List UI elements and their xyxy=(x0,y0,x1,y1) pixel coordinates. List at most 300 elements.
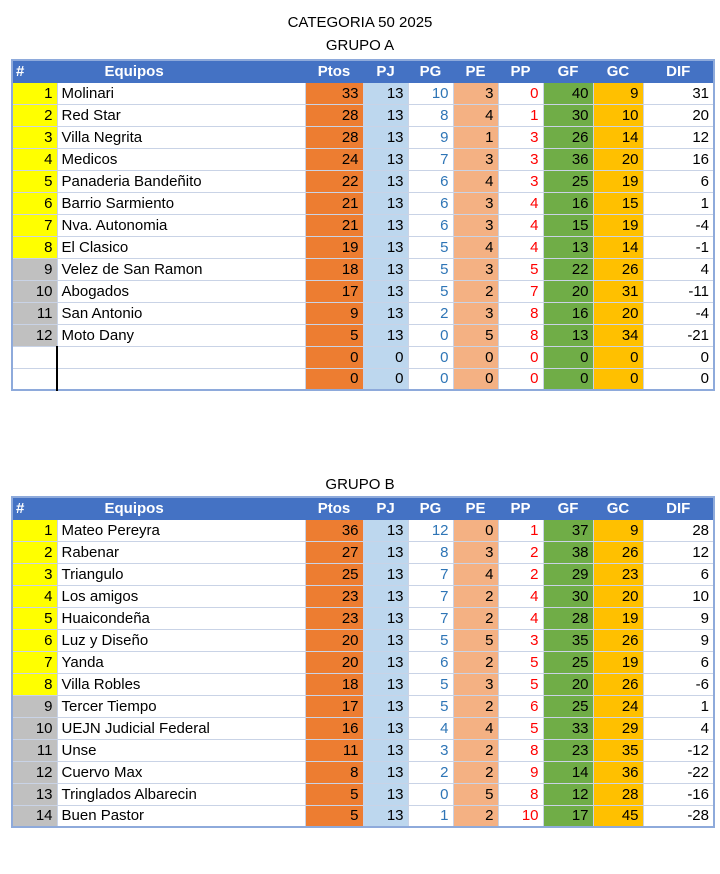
table-row xyxy=(12,761,714,783)
won-cell: 5 xyxy=(408,673,453,695)
position-cell: 14 xyxy=(12,805,57,827)
played-cell: 13 xyxy=(363,541,408,563)
goals-against-cell: 19 xyxy=(593,170,643,192)
goals-for-cell: 33 xyxy=(543,717,593,739)
goals-for-cell: 20 xyxy=(543,280,593,302)
goals-for-cell: 16 xyxy=(543,192,593,214)
points-cell: 19 xyxy=(305,236,363,258)
points-cell: 11 xyxy=(305,739,363,761)
goal-difference-cell: -12 xyxy=(643,739,714,761)
played-cell: 13 xyxy=(363,651,408,673)
position-cell: 4 xyxy=(12,585,57,607)
points-cell: 17 xyxy=(305,280,363,302)
position-cell: 1 xyxy=(12,82,57,104)
table-row xyxy=(12,739,714,761)
goals-for-cell: 15 xyxy=(543,214,593,236)
goals-against-cell: 28 xyxy=(593,783,643,805)
goal-difference-cell: 16 xyxy=(643,148,714,170)
table-row xyxy=(12,368,714,390)
team-name-cell: Mateo Pereyra xyxy=(57,519,305,541)
lost-cell: 4 xyxy=(498,214,543,236)
lost-cell: 1 xyxy=(498,104,543,126)
group-b-standings-table xyxy=(11,496,715,828)
goals-for-cell: 13 xyxy=(543,324,593,346)
team-name-cell: Red Star xyxy=(57,104,305,126)
team-name-cell: Abogados xyxy=(57,280,305,302)
table-row xyxy=(12,805,714,827)
goals-for-cell: 25 xyxy=(543,651,593,673)
group-a-standings-table xyxy=(11,59,715,391)
points-cell: 20 xyxy=(305,629,363,651)
goals-for-cell: 25 xyxy=(543,170,593,192)
played-cell: 0 xyxy=(363,368,408,390)
played-cell: 13 xyxy=(363,214,408,236)
header-ptos: Ptos xyxy=(305,60,363,82)
drawn-cell: 0 xyxy=(453,346,498,368)
position-cell: 7 xyxy=(12,651,57,673)
goals-for-cell: 14 xyxy=(543,761,593,783)
won-cell: 10 xyxy=(408,82,453,104)
played-cell: 0 xyxy=(363,346,408,368)
played-cell: 13 xyxy=(363,563,408,585)
position-cell: 3 xyxy=(12,563,57,585)
played-cell: 13 xyxy=(363,258,408,280)
goal-difference-cell: 6 xyxy=(643,651,714,673)
lost-cell: 5 xyxy=(498,651,543,673)
played-cell: 13 xyxy=(363,302,408,324)
drawn-cell: 5 xyxy=(453,324,498,346)
won-cell: 5 xyxy=(408,629,453,651)
header-equipos: Equipos xyxy=(57,497,305,519)
played-cell: 13 xyxy=(363,585,408,607)
table-row xyxy=(12,673,714,695)
points-cell: 5 xyxy=(305,324,363,346)
lost-cell: 6 xyxy=(498,695,543,717)
position-cell: 12 xyxy=(12,324,57,346)
goals-for-cell: 16 xyxy=(543,302,593,324)
drawn-cell: 2 xyxy=(453,805,498,827)
goals-for-cell: 23 xyxy=(543,739,593,761)
goals-against-cell: 35 xyxy=(593,739,643,761)
table-row xyxy=(12,302,714,324)
team-name-cell: Huaicondeña xyxy=(57,607,305,629)
played-cell: 13 xyxy=(363,126,408,148)
position-cell: 13 xyxy=(12,783,57,805)
played-cell: 13 xyxy=(363,717,408,739)
goals-against-cell: 0 xyxy=(593,368,643,390)
position-cell: 10 xyxy=(12,717,57,739)
group-a-title: GRUPO A xyxy=(325,37,395,54)
points-cell: 16 xyxy=(305,717,363,739)
table-row xyxy=(12,148,714,170)
team-name-cell: Luz y Diseño xyxy=(57,629,305,651)
lost-cell: 8 xyxy=(498,302,543,324)
goals-against-cell: 26 xyxy=(593,673,643,695)
goals-against-cell: 26 xyxy=(593,258,643,280)
position-cell: 2 xyxy=(12,541,57,563)
points-cell: 5 xyxy=(305,805,363,827)
position-cell: 3 xyxy=(12,126,57,148)
goal-difference-cell: 9 xyxy=(643,607,714,629)
team-name-cell: Velez de San Ramon xyxy=(57,258,305,280)
goals-against-cell: 20 xyxy=(593,302,643,324)
table-row xyxy=(12,214,714,236)
goals-against-cell: 9 xyxy=(593,82,643,104)
position-cell: 11 xyxy=(12,739,57,761)
played-cell: 13 xyxy=(363,805,408,827)
position-cell: 5 xyxy=(12,170,57,192)
goal-difference-cell: 10 xyxy=(643,585,714,607)
header-gf: GF xyxy=(543,60,593,82)
points-cell: 9 xyxy=(305,302,363,324)
played-cell: 13 xyxy=(363,192,408,214)
lost-cell: 0 xyxy=(498,82,543,104)
lost-cell: 7 xyxy=(498,280,543,302)
goal-difference-cell: -4 xyxy=(643,214,714,236)
drawn-cell: 3 xyxy=(453,192,498,214)
points-cell: 23 xyxy=(305,585,363,607)
played-cell: 13 xyxy=(363,739,408,761)
goals-for-cell: 30 xyxy=(543,585,593,607)
position-cell: 6 xyxy=(12,629,57,651)
played-cell: 13 xyxy=(363,607,408,629)
group-b-header-row xyxy=(12,497,714,519)
table-row xyxy=(12,695,714,717)
team-name-cell: El Clasico xyxy=(57,236,305,258)
won-cell: 7 xyxy=(408,563,453,585)
played-cell: 13 xyxy=(363,761,408,783)
goals-for-cell: 29 xyxy=(543,563,593,585)
lost-cell: 8 xyxy=(498,739,543,761)
drawn-cell: 3 xyxy=(453,214,498,236)
goal-difference-cell: 4 xyxy=(643,717,714,739)
points-cell: 0 xyxy=(305,346,363,368)
lost-cell: 8 xyxy=(498,783,543,805)
goals-for-cell: 37 xyxy=(543,519,593,541)
won-cell: 0 xyxy=(408,783,453,805)
team-name-cell: Moto Dany xyxy=(57,324,305,346)
lost-cell: 5 xyxy=(498,673,543,695)
position-cell: 2 xyxy=(12,104,57,126)
position-cell: 8 xyxy=(12,673,57,695)
drawn-cell: 4 xyxy=(453,170,498,192)
won-cell: 6 xyxy=(408,170,453,192)
drawn-cell: 4 xyxy=(453,717,498,739)
points-cell: 27 xyxy=(305,541,363,563)
goal-difference-cell: 0 xyxy=(643,368,714,390)
drawn-cell: 2 xyxy=(453,585,498,607)
played-cell: 13 xyxy=(363,695,408,717)
goals-for-cell: 13 xyxy=(543,236,593,258)
drawn-cell: 2 xyxy=(453,761,498,783)
header-gf: GF xyxy=(543,497,593,519)
drawn-cell: 0 xyxy=(453,368,498,390)
lost-cell: 3 xyxy=(498,126,543,148)
position-cell: 9 xyxy=(12,258,57,280)
points-cell: 36 xyxy=(305,519,363,541)
position-cell: 11 xyxy=(12,302,57,324)
won-cell: 9 xyxy=(408,126,453,148)
goals-against-cell: 14 xyxy=(593,236,643,258)
won-cell: 2 xyxy=(408,761,453,783)
team-name-cell xyxy=(57,368,305,390)
table-row xyxy=(12,170,714,192)
table-row xyxy=(12,280,714,302)
drawn-cell: 2 xyxy=(453,651,498,673)
played-cell: 13 xyxy=(363,104,408,126)
goals-against-cell: 19 xyxy=(593,214,643,236)
drawn-cell: 3 xyxy=(453,82,498,104)
lost-cell: 8 xyxy=(498,324,543,346)
drawn-cell: 3 xyxy=(453,258,498,280)
drawn-cell: 1 xyxy=(453,126,498,148)
goals-for-cell: 25 xyxy=(543,695,593,717)
goal-difference-cell: -16 xyxy=(643,783,714,805)
goals-for-cell: 28 xyxy=(543,607,593,629)
goals-against-cell: 19 xyxy=(593,607,643,629)
table-row xyxy=(12,607,714,629)
table-row xyxy=(12,585,714,607)
drawn-cell: 2 xyxy=(453,607,498,629)
team-name-cell: Molinari xyxy=(57,82,305,104)
team-name-cell: San Antonio xyxy=(57,302,305,324)
table-row xyxy=(12,651,714,673)
points-cell: 28 xyxy=(305,104,363,126)
goal-difference-cell: -28 xyxy=(643,805,714,827)
goal-difference-cell: -21 xyxy=(643,324,714,346)
won-cell: 5 xyxy=(408,236,453,258)
header-pg: PG xyxy=(408,60,453,82)
position-cell: 12 xyxy=(12,761,57,783)
played-cell: 13 xyxy=(363,324,408,346)
position-cell: 4 xyxy=(12,148,57,170)
drawn-cell: 3 xyxy=(453,541,498,563)
drawn-cell: 5 xyxy=(453,783,498,805)
points-cell: 23 xyxy=(305,607,363,629)
played-cell: 13 xyxy=(363,148,408,170)
table-row xyxy=(12,104,714,126)
lost-cell: 9 xyxy=(498,761,543,783)
position-cell xyxy=(12,368,57,390)
position-cell: 10 xyxy=(12,280,57,302)
table-row xyxy=(12,346,714,368)
header-pe: PE xyxy=(453,60,498,82)
won-cell: 5 xyxy=(408,258,453,280)
goals-against-cell: 9 xyxy=(593,519,643,541)
goals-for-cell: 12 xyxy=(543,783,593,805)
table-row xyxy=(12,126,714,148)
header-dif: DIF xyxy=(643,60,714,82)
table-row xyxy=(12,629,714,651)
team-name-cell: Buen Pastor xyxy=(57,805,305,827)
team-name-cell: Nva. Autonomia xyxy=(57,214,305,236)
played-cell: 13 xyxy=(363,629,408,651)
position-cell: 1 xyxy=(12,519,57,541)
points-cell: 28 xyxy=(305,126,363,148)
won-cell: 0 xyxy=(408,368,453,390)
goal-difference-cell: 6 xyxy=(643,563,714,585)
header-number: # xyxy=(12,497,57,519)
goals-against-cell: 14 xyxy=(593,126,643,148)
goals-against-cell: 26 xyxy=(593,629,643,651)
won-cell: 1 xyxy=(408,805,453,827)
played-cell: 13 xyxy=(363,519,408,541)
team-name-cell: UEJN Judicial Federal xyxy=(57,717,305,739)
lost-cell: 3 xyxy=(498,629,543,651)
points-cell: 18 xyxy=(305,258,363,280)
goals-against-cell: 20 xyxy=(593,585,643,607)
drawn-cell: 0 xyxy=(453,519,498,541)
goal-difference-cell: 20 xyxy=(643,104,714,126)
header-gc: GC xyxy=(593,497,643,519)
header-pe: PE xyxy=(453,497,498,519)
lost-cell: 5 xyxy=(498,258,543,280)
goal-difference-cell: -6 xyxy=(643,673,714,695)
won-cell: 2 xyxy=(408,302,453,324)
group-b-title: GRUPO B xyxy=(325,476,395,493)
lost-cell: 3 xyxy=(498,148,543,170)
points-cell: 33 xyxy=(305,82,363,104)
points-cell: 5 xyxy=(305,783,363,805)
played-cell: 13 xyxy=(363,673,408,695)
won-cell: 3 xyxy=(408,739,453,761)
points-cell: 24 xyxy=(305,148,363,170)
header-pp: PP xyxy=(498,497,543,519)
goals-for-cell: 35 xyxy=(543,629,593,651)
points-cell: 0 xyxy=(305,368,363,390)
won-cell: 6 xyxy=(408,192,453,214)
header-number: # xyxy=(12,60,57,82)
goal-difference-cell: 31 xyxy=(643,82,714,104)
drawn-cell: 4 xyxy=(453,104,498,126)
drawn-cell: 2 xyxy=(453,739,498,761)
won-cell: 0 xyxy=(408,324,453,346)
team-name-cell: Unse xyxy=(57,739,305,761)
goals-for-cell: 20 xyxy=(543,673,593,695)
goals-for-cell: 0 xyxy=(543,368,593,390)
points-cell: 8 xyxy=(305,761,363,783)
lost-cell: 2 xyxy=(498,541,543,563)
goal-difference-cell: -1 xyxy=(643,236,714,258)
lost-cell: 4 xyxy=(498,192,543,214)
points-cell: 22 xyxy=(305,170,363,192)
header-pg: PG xyxy=(408,497,453,519)
table-row xyxy=(12,236,714,258)
team-name-cell: Triangulo xyxy=(57,563,305,585)
team-name-cell: Villa Negrita xyxy=(57,126,305,148)
page-title: CATEGORIA 50 2025 xyxy=(287,14,433,31)
goals-against-cell: 19 xyxy=(593,651,643,673)
drawn-cell: 5 xyxy=(453,629,498,651)
team-name-cell: Panaderia Bandeñito xyxy=(57,170,305,192)
table-row xyxy=(12,192,714,214)
goals-against-cell: 31 xyxy=(593,280,643,302)
goals-for-cell: 30 xyxy=(543,104,593,126)
lost-cell: 5 xyxy=(498,717,543,739)
position-cell: 8 xyxy=(12,236,57,258)
played-cell: 13 xyxy=(363,82,408,104)
drawn-cell: 3 xyxy=(453,302,498,324)
position-cell: 9 xyxy=(12,695,57,717)
lost-cell: 3 xyxy=(498,170,543,192)
header-pj: PJ xyxy=(363,60,408,82)
table-row xyxy=(12,563,714,585)
won-cell: 8 xyxy=(408,541,453,563)
lost-cell: 0 xyxy=(498,368,543,390)
lost-cell: 1 xyxy=(498,519,543,541)
goal-difference-cell: 6 xyxy=(643,170,714,192)
played-cell: 13 xyxy=(363,236,408,258)
played-cell: 13 xyxy=(363,170,408,192)
goals-for-cell: 40 xyxy=(543,82,593,104)
goals-for-cell: 26 xyxy=(543,126,593,148)
header-ptos: Ptos xyxy=(305,497,363,519)
won-cell: 7 xyxy=(408,607,453,629)
points-cell: 25 xyxy=(305,563,363,585)
drawn-cell: 4 xyxy=(453,563,498,585)
drawn-cell: 4 xyxy=(453,236,498,258)
table-row xyxy=(12,82,714,104)
goal-difference-cell: 9 xyxy=(643,629,714,651)
points-cell: 21 xyxy=(305,192,363,214)
won-cell: 0 xyxy=(408,346,453,368)
goals-for-cell: 22 xyxy=(543,258,593,280)
goals-for-cell: 17 xyxy=(543,805,593,827)
lost-cell: 4 xyxy=(498,585,543,607)
goals-against-cell: 36 xyxy=(593,761,643,783)
goals-against-cell: 10 xyxy=(593,104,643,126)
header-gc: GC xyxy=(593,60,643,82)
header-dif: DIF xyxy=(643,497,714,519)
header-pp: PP xyxy=(498,60,543,82)
team-name-cell xyxy=(57,346,305,368)
team-name-cell: Tercer Tiempo xyxy=(57,695,305,717)
won-cell: 6 xyxy=(408,214,453,236)
points-cell: 21 xyxy=(305,214,363,236)
goal-difference-cell: 28 xyxy=(643,519,714,541)
drawn-cell: 3 xyxy=(453,673,498,695)
team-name-cell: Yanda xyxy=(57,651,305,673)
goals-against-cell: 26 xyxy=(593,541,643,563)
table-row xyxy=(12,717,714,739)
goal-difference-cell: -11 xyxy=(643,280,714,302)
goals-against-cell: 20 xyxy=(593,148,643,170)
header-equipos: Equipos xyxy=(57,60,305,82)
drawn-cell: 2 xyxy=(453,280,498,302)
points-cell: 20 xyxy=(305,651,363,673)
won-cell: 7 xyxy=(408,585,453,607)
goals-against-cell: 24 xyxy=(593,695,643,717)
group-a-header-row xyxy=(12,60,714,82)
won-cell: 7 xyxy=(408,148,453,170)
goal-difference-cell: -4 xyxy=(643,302,714,324)
lost-cell: 0 xyxy=(498,346,543,368)
drawn-cell: 2 xyxy=(453,695,498,717)
team-name-cell: Tringlados Albarecin xyxy=(57,783,305,805)
played-cell: 13 xyxy=(363,783,408,805)
table-row xyxy=(12,783,714,805)
won-cell: 6 xyxy=(408,651,453,673)
goals-for-cell: 0 xyxy=(543,346,593,368)
table-row xyxy=(12,519,714,541)
goals-against-cell: 15 xyxy=(593,192,643,214)
position-cell: 5 xyxy=(12,607,57,629)
points-cell: 18 xyxy=(305,673,363,695)
goals-against-cell: 23 xyxy=(593,563,643,585)
goal-difference-cell: 12 xyxy=(643,126,714,148)
goals-against-cell: 0 xyxy=(593,346,643,368)
won-cell: 8 xyxy=(408,104,453,126)
